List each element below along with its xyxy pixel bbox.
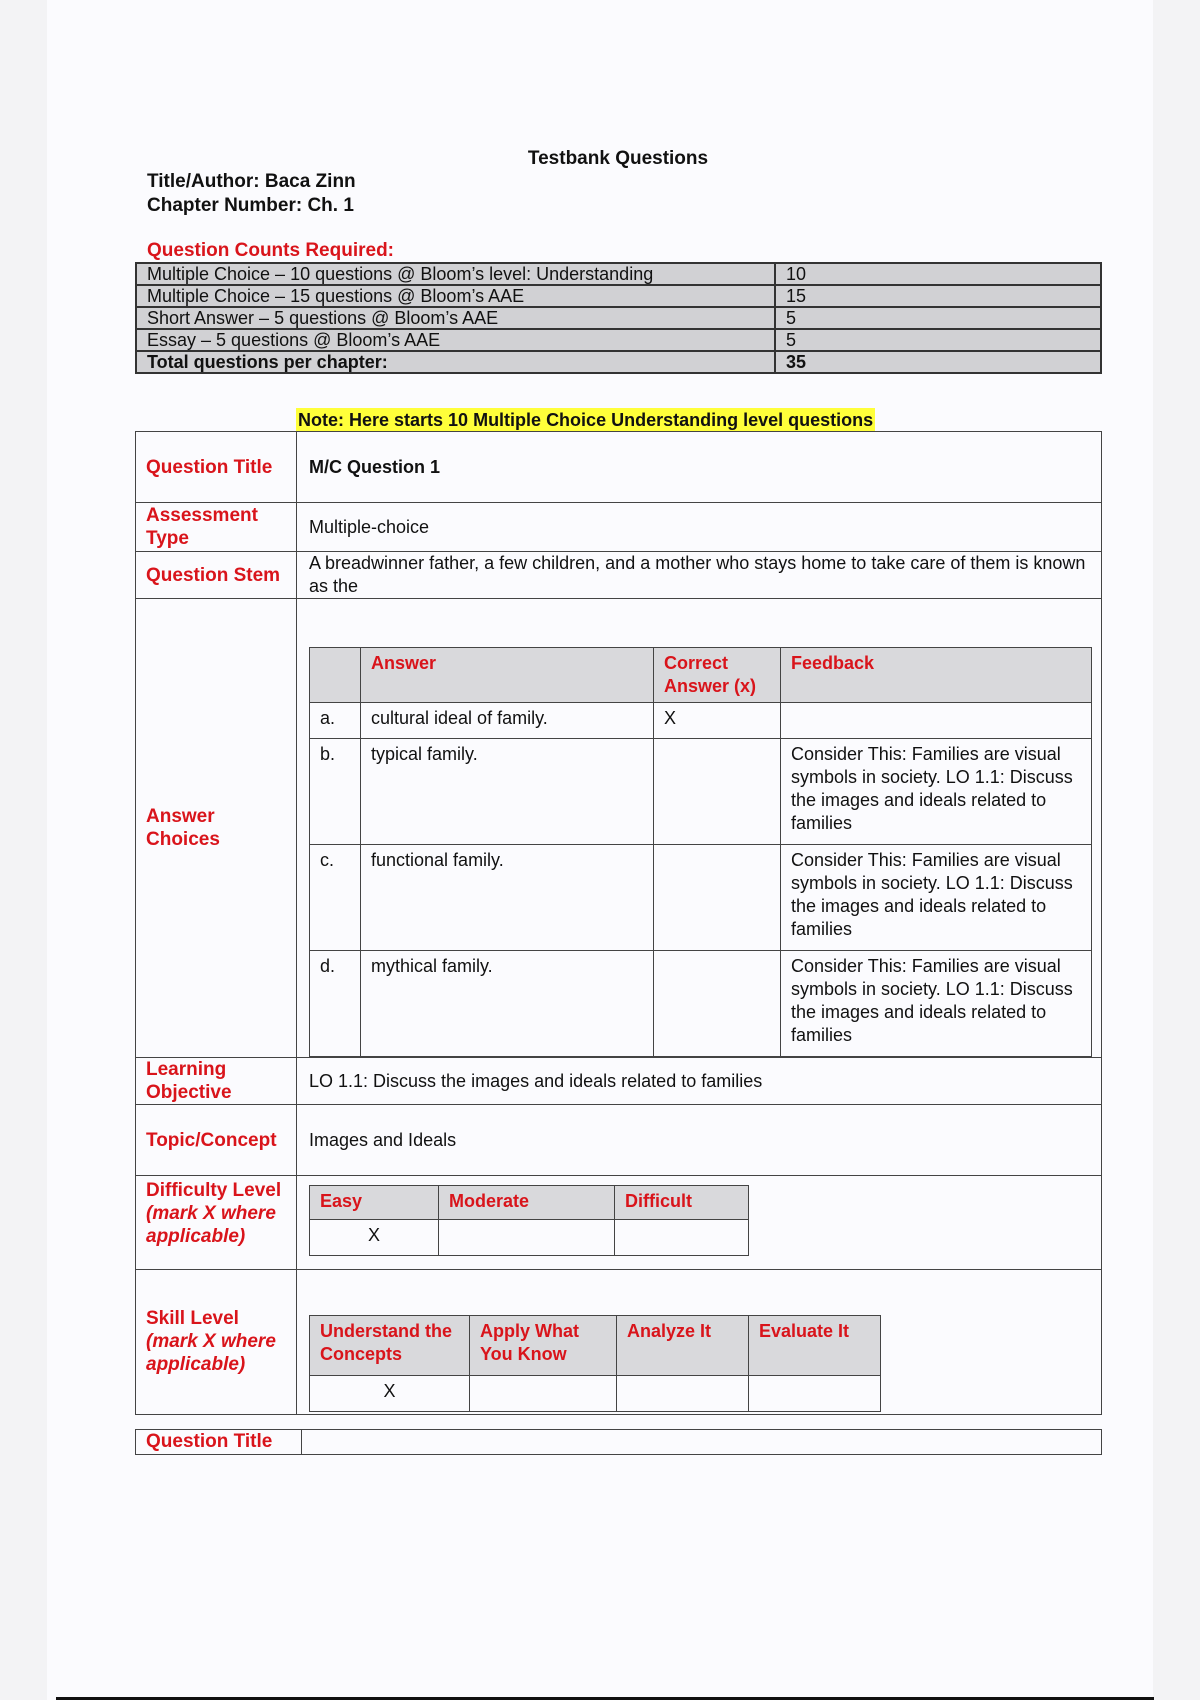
difficulty-level-label-cell [136,1176,297,1270]
counts-total-row [136,351,1101,373]
answer-text: mythical family. [361,951,654,1057]
skill-header-evaluate: Evaluate It [749,1316,881,1376]
counts-row [136,263,1101,285]
question-title-row [136,432,1102,503]
skill-mark-understand: X [310,1376,470,1412]
counts-desc: Multiple Choice – 10 questions @ Bloom’s level: Understanding [136,263,775,285]
assessment-type-value: Multiple-choice [297,503,1102,552]
difficulty-table [309,1185,749,1256]
skill-level-label: Skill Level [146,1308,239,1329]
learning-objective-value: LO 1.1: Discuss the images and ideals related to families [297,1058,1102,1105]
skill-level-cell [297,1270,1102,1415]
question-stem-row [136,552,1102,599]
skill-header-analyze: Analyze It [617,1316,749,1376]
counts-num: 5 [775,307,1101,329]
topic-concept-value: Images and Ideals [297,1105,1102,1176]
skill-level-note: (mark X where applicable) [146,1331,276,1375]
skill-level-label-cell [136,1270,297,1415]
answer-letter: c. [310,845,361,951]
document-title: Testbank Questions [527,148,709,169]
question-counts-table [135,262,1102,374]
answer-feedback: Consider This: Families are visual symbols in society. LO 1.1: Discuss the images and ideals related to families [781,739,1092,845]
counts-desc: Short Answer – 5 questions @ Bloom’s AAE [136,307,775,329]
answer-feedback [781,703,1092,739]
question-table [135,431,1102,1415]
question-title-value: M/C Question 1 [297,432,1102,503]
skill-mark-evaluate [749,1376,881,1412]
counts-desc: Multiple Choice – 15 questions @ Bloom’s AAE [136,285,775,307]
answer-choices-label: Answer Choices [136,599,297,1058]
answer-row [310,951,1092,1057]
answer-letter: d. [310,951,361,1057]
answer-choices-table [309,647,1092,1057]
counts-num: 5 [775,329,1101,351]
answer-choices-row [136,599,1102,1058]
question-stem-label: Question Stem [136,552,297,599]
skill-level-row [136,1270,1102,1415]
skill-mark-row [310,1376,881,1412]
answer-correct-mark [654,739,781,845]
skill-mark-analyze [617,1376,749,1412]
answer-correct-mark [654,951,781,1057]
difficulty-level-label: Difficulty Level [146,1180,282,1201]
assessment-type-label: Assessment Type [136,503,297,552]
answer-letter: a. [310,703,361,739]
answer-text: cultural ideal of family. [361,703,654,739]
skill-mark-apply [470,1376,617,1412]
answer-header: Answer [361,648,654,703]
answer-choices-cell [297,599,1102,1058]
counts-row [136,329,1101,351]
difficulty-header-row [310,1186,749,1220]
topic-concept-label: Topic/Concept [136,1105,297,1176]
counts-num: 15 [775,285,1101,307]
learning-objective-row [136,1058,1102,1105]
answer-row [310,739,1092,845]
question-title-label: Question Title [136,432,297,503]
next-question-title-value [302,1430,1102,1455]
question-counts-label: Question Counts Required: [147,240,394,261]
answer-header-blank [310,648,361,703]
difficulty-level-row [136,1176,1102,1270]
difficulty-mark-difficult [615,1220,749,1256]
next-question-title-label: Question Title [136,1430,302,1455]
answer-text: functional family. [361,845,654,951]
answer-row [310,703,1092,739]
difficulty-header-difficult: Difficult [615,1186,749,1220]
difficulty-mark-row [310,1220,749,1256]
counts-total-num: 35 [775,351,1101,373]
difficulty-header-moderate: Moderate [439,1186,615,1220]
answer-text: typical family. [361,739,654,845]
correct-answer-header: Correct Answer (x) [654,648,781,703]
feedback-header: Feedback [781,648,1092,703]
difficulty-level-note: (mark X where applicable) [146,1203,276,1247]
difficulty-mark-moderate [439,1220,615,1256]
assessment-type-row [136,503,1102,552]
next-question-table [135,1429,1102,1455]
answer-feedback: Consider This: Families are visual symbols in society. LO 1.1: Discuss the images and ideals related to families [781,845,1092,951]
difficulty-level-cell [297,1176,1102,1270]
skill-table [309,1315,881,1412]
counts-num: 10 [775,263,1101,285]
answer-row [310,845,1092,951]
chapter-number: Chapter Number: Ch. 1 [147,195,354,216]
question-stem-value: A breadwinner father, a few children, and a mother who stays home to take care of them is known as the [297,552,1102,599]
answer-correct-mark: X [654,703,781,739]
difficulty-mark-easy: X [310,1220,439,1256]
topic-concept-row [136,1105,1102,1176]
section-note: Note: Here starts 10 Multiple Choice Understanding level questions [298,410,874,430]
counts-row [136,285,1101,307]
skill-header-apply: Apply What You Know [470,1316,617,1376]
title-author: Title/Author: Baca Zinn [147,171,356,192]
counts-row [136,307,1101,329]
answer-header-row [310,648,1092,703]
skill-header-understand: Understand the Concepts [310,1316,470,1376]
learning-objective-label: Learning Objective [136,1058,297,1105]
counts-desc: Essay – 5 questions @ Bloom’s AAE [136,329,775,351]
answer-feedback: Consider This: Families are visual symbols in society. LO 1.1: Discuss the images and ideals related to families [781,951,1092,1057]
counts-total-label: Total questions per chapter: [136,351,775,373]
answer-letter: b. [310,739,361,845]
next-question-title-row [136,1430,1102,1455]
skill-header-row [310,1316,881,1376]
answer-correct-mark [654,845,781,951]
difficulty-header-easy: Easy [310,1186,439,1220]
